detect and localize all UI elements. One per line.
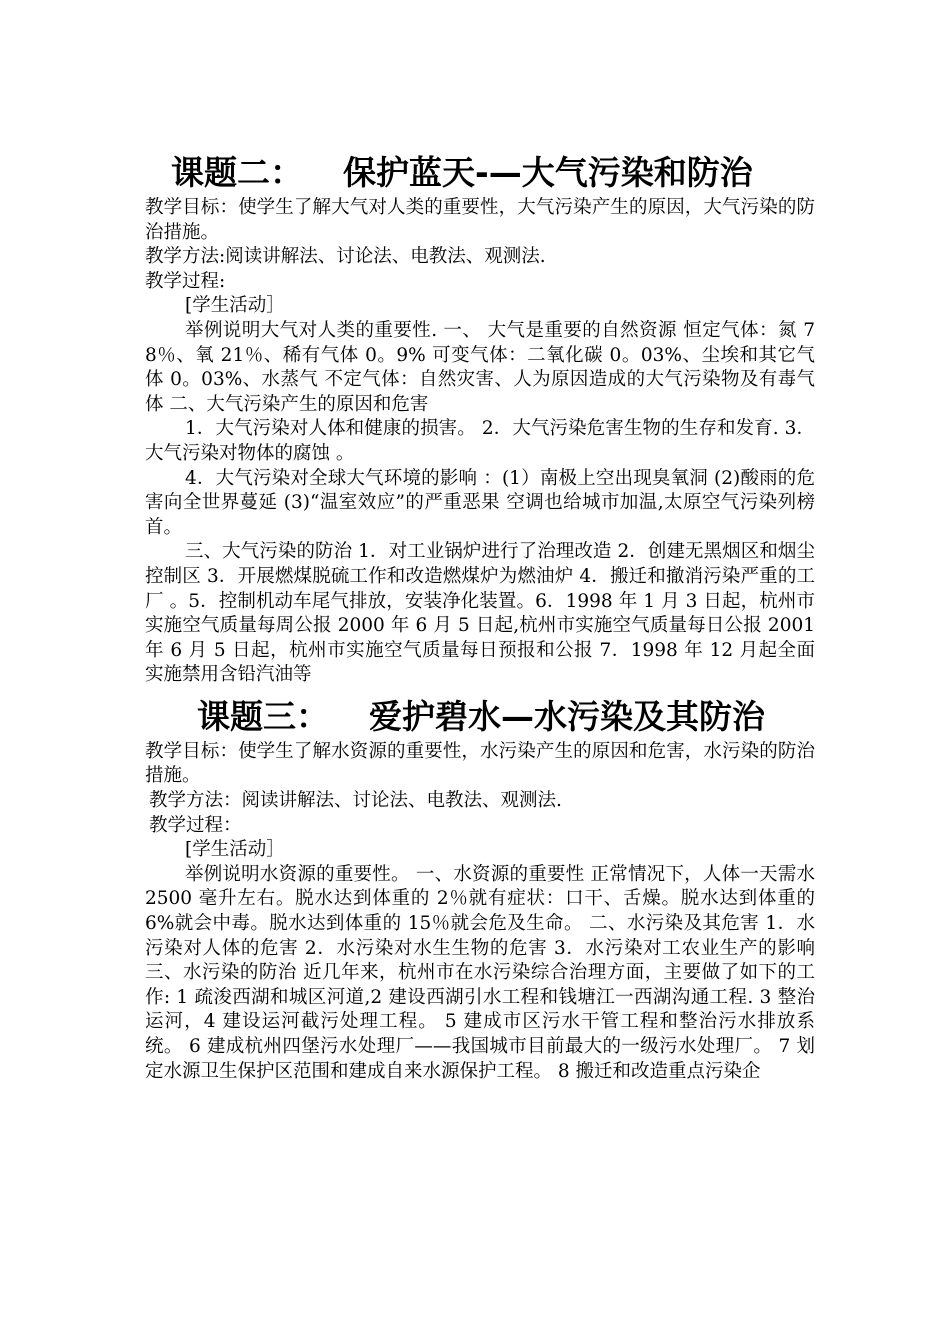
section1-body-2: 1．大气污染对人体和健康的损害。 2．大气污染危害生物的生存和发育. 3．大气污染对物体的腐蚀 。 [145, 418, 815, 464]
document-page [145, 150, 815, 1084]
section2-objective: 教学目标：使学生了解水资源的重要性，水污染产生的原因和危害，水污染的防治措施。 [145, 740, 815, 787]
section2-activity-label: [学生活动］ [185, 839, 285, 861]
section2-body-1: 举例说明水资源的重要性。 一、水资源的重要性 正常情况下，人体一天需水 2500 毫升左右。脱水达到体重的 2％就有症状：口干、舌燥。脱水达到体重的 6%就会中毒。脱水达到体重的 15％就会危及生命。 二、水污染及其危害 1．水污染对人体的危害 2．水污染对水生生物的危害 3．水污染对工农业生产的影响 三、水污染的防治 近几年来，杭州市在水污染综合治理方面，主要做了如下的工作: 1 疏浚西湖和城区河道,2 建设西湖引水工程和钱塘江一西湖沟通工程. 3 整治运河，4 建设运河截污处理工程。 5 建成市区污水干管工程和整治污水排放系统。 6 建成杭州四堡污水处理厂——我国城市目前最大的一级污水处理厂。 7 划定水源卫生保护区范围和建成自来水源保护工程。 8 搬迁和改造重点污染企 [145, 863, 815, 1082]
section1-body-4: 三、大气污染的防治 1．对工业锅炉进行了治理改造 2．创建无黑烟区和烟尘控制区 3．开展燃煤脱硫工作和改造燃煤炉为燃油炉 4．搬迁和撤消污染严重的工厂 。5．控制机动车尾气排放，安装净化装置。6．1998 年 1 月 3 日起，杭州市实施空气质量每周公报 2000 年 6 月 5 日起,杭州市实施空气质量每日公报 2001 年 6 月 5 日起，杭州市实施空气质量每日预报和公报 7．1998 年 12 月起全面实施禁用含铅汽油等 [145, 541, 816, 686]
section2-process-label: 教学过程： [149, 814, 242, 836]
section1-process-label: 教学过程: [145, 270, 226, 292]
section1-body-1: 举例说明大气对人类的重要性. 一、 大气是重要的自然资源 恒定气体：氮 78％、氧 21％、稀有气体 0。9% 可变气体：二氧化碳 0。03%、尘埃和其它气体 0。03%、水蒸气 不定气体：自然灾害、人为原因造成的大气污染物及有毒气体 二、大气污染产生的原因和危害 [145, 319, 815, 415]
section-title-2 [145, 694, 815, 740]
section1-activity-label: [学生活动］ [185, 295, 285, 317]
section1-body-3: 4．大气污染对全球大气环境的影响 ：(1）南极上空出现臭氧洞 (2)酸雨的危害向全世界蔓延 (3)“温室效应”的严重恶果 空调也给城市加温,太原空气污染列榜首。 [145, 467, 815, 538]
section-title-2-main: 爱护碧水—水污染及其防治 [369, 696, 765, 736]
section1-method: 教学方法:阅读讲解法、讨论法、电教法、观测法. [145, 246, 546, 268]
section1-objective: 教学目标：使学生了解大气对人类的重要性，大气污染产生的原因，大气污染的防治措施。 [145, 197, 815, 243]
section-title-1 [145, 150, 815, 196]
section-title-1-main: 保护蓝天-—大气污染和防治 [343, 153, 753, 192]
section-title-1-prefix: 课题二： [171, 153, 303, 192]
section2-method: 教学方法：阅读讲解法、讨论法、电教法、观测法. [149, 790, 562, 812]
section-title-2-prefix: 课题三： [197, 696, 329, 736]
